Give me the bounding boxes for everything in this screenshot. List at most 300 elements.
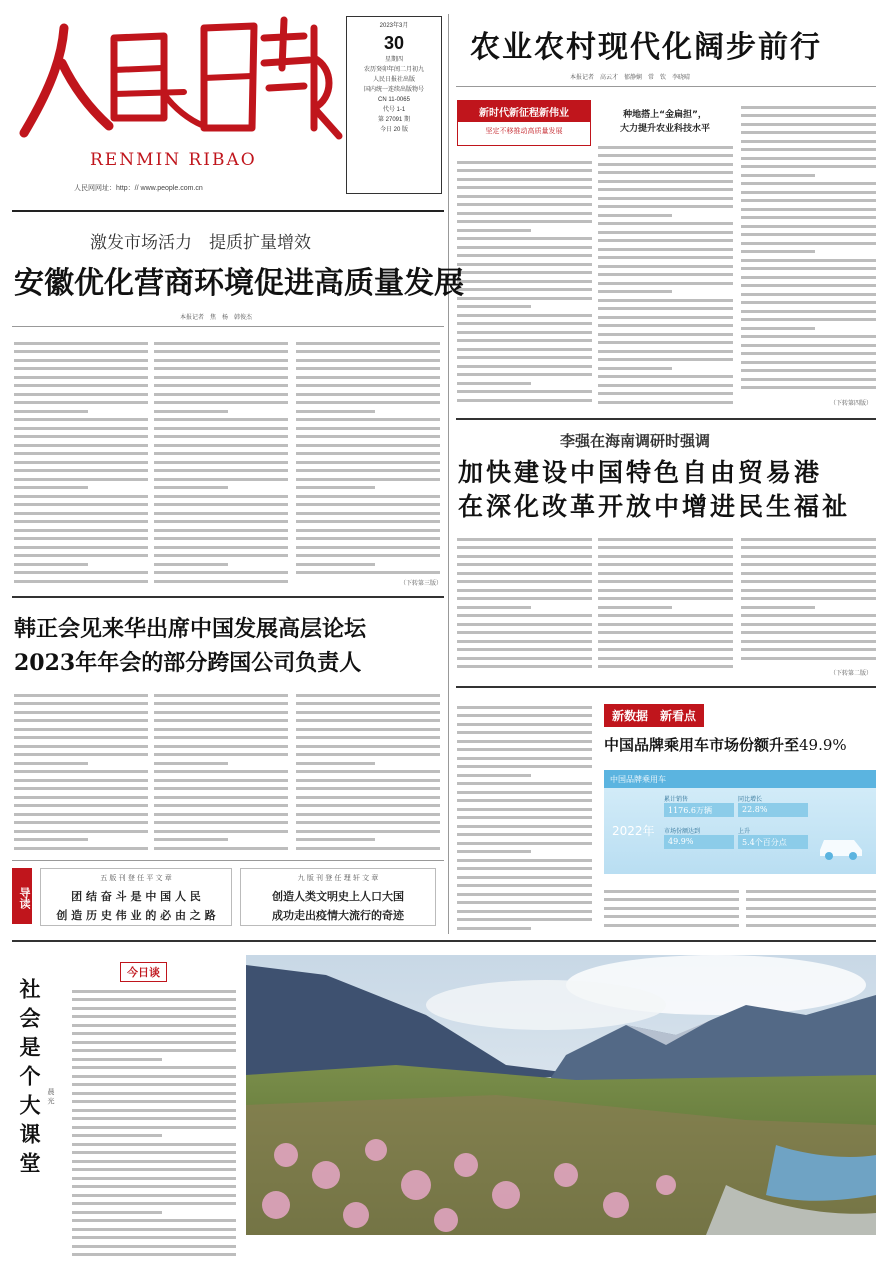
greeked-text-line (296, 779, 440, 782)
greeked-text-line (598, 563, 733, 566)
greeked-text-line (598, 606, 672, 609)
greeked-text-line (598, 555, 733, 558)
hainan-headline-line1: 加快建设中国特色自由贸易港 (458, 458, 823, 487)
greeked-text-line (14, 512, 148, 515)
greeked-text-line (598, 273, 733, 276)
greeked-text-line (154, 745, 288, 748)
greeked-text-line (457, 382, 531, 385)
agri-byline: 本报记者 高云才 郁静娴 常 钦 李晓晴 (570, 75, 691, 81)
greeked-text-line (72, 990, 236, 993)
greeked-text-line (154, 847, 288, 850)
greeked-text-line (14, 736, 148, 739)
greeked-text-line (296, 384, 440, 387)
greeked-text-line (598, 222, 733, 225)
greeked-text-line (746, 890, 876, 893)
greeked-text-line (457, 538, 592, 541)
greeked-text-line (14, 486, 88, 489)
greeked-text-line (14, 427, 148, 430)
greeked-text-line (457, 373, 592, 376)
greeked-text-line (154, 359, 288, 362)
greeked-text-line (72, 1194, 236, 1197)
main-text-col3 (296, 336, 440, 576)
main-text-col2 (154, 336, 288, 586)
greeked-text-line (598, 665, 733, 668)
date-office: 人民日报社出版 (372, 77, 415, 83)
data-text-col3 (746, 884, 876, 930)
greeked-text-line (296, 821, 440, 824)
greeked-text-line (296, 478, 440, 481)
greeked-text-line (741, 284, 876, 287)
greeked-text-line (154, 571, 288, 574)
greeked-text-line (296, 813, 440, 816)
greeked-text-line (72, 1092, 236, 1095)
main-byline: 本报记者 焦 杨 韩俊杰 (180, 315, 253, 321)
greeked-text-line (741, 318, 876, 321)
renmin-ribao-logo-icon (14, 8, 344, 148)
greeked-text-line (296, 342, 440, 345)
greeked-text-line (741, 538, 876, 541)
date-issue: 代号 1-1 (382, 107, 406, 113)
greeked-text-line (72, 1253, 236, 1256)
greeked-text-line (457, 580, 592, 583)
greeked-text-line (741, 563, 876, 566)
greeked-text-line (14, 444, 148, 447)
column-text (72, 984, 236, 1256)
greeked-text-line (154, 719, 288, 722)
greeked-text-line (457, 782, 592, 785)
greeked-text-line (72, 1219, 236, 1222)
greeked-text-line (741, 623, 876, 626)
greeked-text-line (154, 787, 288, 790)
guide-item2-line1: 创造人类文明史上人口大国 (272, 890, 404, 903)
greeked-text-line (14, 804, 148, 807)
greeked-text-line (14, 367, 148, 370)
greeked-text-line (154, 461, 288, 464)
greeked-text-line (296, 719, 440, 722)
greeked-text-line (154, 384, 288, 387)
greeked-text-line (457, 589, 592, 592)
hainan-kicker: 李强在海南调研时强调 (560, 432, 711, 450)
greeked-text-line (598, 657, 733, 660)
greeked-text-line (598, 589, 733, 592)
greeked-text-line (457, 774, 531, 777)
data-row2-label2: 上升 (738, 828, 751, 835)
greeked-text-line (598, 572, 733, 575)
greeked-text-line (296, 401, 440, 404)
hainan-text-col1 (457, 532, 592, 672)
greeked-text-line (457, 893, 592, 896)
greeked-text-line (741, 114, 876, 117)
greeked-text-line (598, 248, 733, 251)
guide-item1-line2: 创 造 历 史 伟 业 的 必 由 之 路 (56, 909, 216, 922)
greeked-text-line (457, 365, 592, 368)
greeked-text-line (72, 1160, 236, 1163)
date-day: 30 (383, 33, 405, 53)
greeked-text-line (296, 435, 440, 438)
greeked-text-line (457, 399, 592, 402)
greeked-text-line (598, 239, 733, 242)
greeked-text-line (296, 469, 440, 472)
han-headline-line1: 韩正会见来华出席中国发展高层论坛 (14, 616, 367, 642)
greeked-text-line (296, 711, 440, 714)
greeked-text-line (741, 208, 876, 211)
center-divider (448, 14, 449, 934)
greeked-text-line (154, 796, 288, 799)
greeked-text-line (604, 924, 739, 927)
hainan-more: （下转第二版） (830, 671, 873, 677)
greeked-text-line (296, 495, 440, 498)
guide-item1-kicker: 五 版 刊 登 任 平 文 章 (100, 874, 172, 882)
greeked-text-line (598, 197, 733, 200)
greeked-text-line (746, 924, 876, 927)
han-headline (14, 612, 366, 680)
greeked-text-line (72, 998, 236, 1001)
greeked-text-line (457, 731, 592, 734)
greeked-text-line (457, 322, 592, 325)
greeked-text-line (741, 148, 876, 151)
greeked-text-line (598, 205, 733, 208)
greeked-text-line (457, 356, 592, 359)
greeked-text-line (598, 282, 733, 285)
main-text-col1 (14, 336, 148, 586)
greeked-text-line (741, 631, 876, 634)
data-panel (604, 770, 876, 874)
greeked-text-line (598, 580, 733, 583)
greeked-text-line (457, 331, 592, 334)
greeked-text-line (296, 461, 440, 464)
guide-item-ren-ping[interactable] (40, 868, 232, 926)
greeked-text-line (72, 1058, 162, 1061)
greeked-text-line (14, 694, 148, 697)
greeked-text-line (741, 335, 876, 338)
greeked-text-line (457, 563, 592, 566)
series-badge-title: 新时代新征程新伟业 (458, 101, 590, 122)
greeked-text-line (741, 344, 876, 347)
greeked-text-line (296, 529, 440, 532)
greeked-text-line (154, 367, 288, 370)
date-pages: 今日 20 版 (379, 127, 408, 133)
greeked-text-line (457, 723, 592, 726)
greeked-text-line (72, 1177, 236, 1180)
greeked-text-line (14, 838, 88, 841)
greeked-text-line (296, 728, 440, 731)
greeked-text-line (457, 597, 592, 600)
greeked-text-line (14, 719, 148, 722)
greeked-text-line (457, 901, 592, 904)
greeked-text-line (296, 804, 440, 807)
greeked-text-line (14, 529, 148, 532)
greeked-text-line (14, 821, 148, 824)
greeked-text-line (14, 418, 148, 421)
greeked-text-line (154, 821, 288, 824)
greeked-text-line (14, 711, 148, 714)
greeked-text-line (154, 838, 228, 841)
greeked-text-line (72, 1143, 236, 1146)
greeked-text-line (598, 316, 733, 319)
greeked-text-line (457, 271, 592, 274)
greeked-text-line (741, 174, 815, 177)
greeked-text-line (154, 804, 288, 807)
greeked-text-line (457, 203, 592, 206)
greeked-text-line (14, 571, 148, 574)
greeked-text-line (154, 563, 228, 566)
greeked-text-line (457, 229, 531, 232)
greeked-text-line (72, 1015, 236, 1018)
data-row1-value1: 1176.6万辆 (664, 803, 734, 817)
greeked-text-line (741, 276, 876, 279)
greeked-text-line (72, 1185, 236, 1188)
greeked-text-line (296, 444, 440, 447)
greeked-text-line (296, 736, 440, 739)
greeked-text-line (154, 813, 288, 816)
greeked-text-line (741, 640, 876, 643)
greeked-text-line (457, 339, 592, 342)
main-more: （下转第三版） (400, 581, 443, 587)
greeked-text-line (154, 736, 288, 739)
greeked-text-line (14, 461, 148, 464)
guide-item-ren-lixuan[interactable] (240, 868, 436, 926)
greeked-text-line (154, 410, 228, 413)
greeked-text-line (598, 180, 733, 183)
greeked-text-line (598, 265, 733, 268)
greeked-text-line (14, 376, 148, 379)
greeked-text-line (296, 520, 440, 523)
agri-more: （下转第四版） (830, 401, 873, 407)
date-cn: CN 11-0065 (378, 97, 410, 103)
greeked-text-line (457, 927, 531, 930)
greeked-text-line (598, 290, 672, 293)
greeked-text-line (154, 711, 288, 714)
greeked-text-line (741, 106, 876, 109)
greeked-text-line (457, 555, 592, 558)
greeked-text-line (72, 1236, 236, 1239)
masthead-pinyin: RENMIN RIBAO (90, 150, 257, 170)
greeked-text-line (296, 787, 440, 790)
greeked-text-line (741, 165, 876, 168)
greeked-text-line (14, 537, 148, 540)
greeked-text-line (154, 728, 288, 731)
greeked-text-line (72, 1202, 236, 1205)
greeked-text-line (741, 250, 815, 253)
greeked-text-line (741, 657, 876, 660)
greeked-text-line (598, 163, 733, 166)
greeked-text-line (457, 876, 592, 879)
data-headline-value: 49.9% (799, 736, 847, 754)
greeked-text-line (72, 1228, 236, 1231)
greeked-text-line (741, 352, 876, 355)
hainan-headline-line2: 在深化改革开放中增进民生福祉 (458, 492, 851, 521)
greeked-text-line (154, 469, 288, 472)
greeked-text-line (746, 907, 876, 910)
greeked-text-line (598, 231, 733, 234)
greeked-text-line (72, 1032, 236, 1035)
greeked-text-line (154, 427, 288, 430)
greeked-text-line (14, 478, 148, 481)
greeked-text-line (14, 503, 148, 506)
greeked-text-line (296, 554, 440, 557)
guide-tag: 导读 (12, 868, 32, 924)
greeked-text-line (296, 427, 440, 430)
greeked-text-line (457, 842, 592, 845)
greeked-text-line (598, 214, 672, 217)
data-row1-value2: 22.8% (738, 803, 808, 817)
greeked-text-line (598, 640, 733, 643)
greeked-text-line (296, 745, 440, 748)
greeked-text-line (154, 418, 288, 421)
greeked-text-line (14, 580, 148, 583)
greeked-text-line (296, 770, 440, 773)
date-weekday: 星期四 (384, 57, 403, 63)
greeked-text-line (296, 393, 440, 396)
greeked-text-line (741, 233, 876, 236)
greeked-text-line (746, 915, 876, 918)
column-title: 社会是个大课堂 (17, 978, 42, 1181)
greeked-text-line (296, 359, 440, 362)
guide-item1-line1: 团 结 奋 斗 是 中 国 人 民 (71, 890, 201, 903)
greeked-text-line (598, 307, 733, 310)
greeked-text-line (457, 714, 592, 717)
greeked-text-line (296, 418, 440, 421)
greeked-text-line (154, 444, 288, 447)
column-tag: 今日谈 (120, 962, 167, 982)
greeked-text-line (457, 850, 531, 853)
greeked-text-line (14, 753, 148, 756)
greeked-text-line (598, 154, 733, 157)
greeked-text-line (72, 1041, 236, 1044)
greeked-text-line (296, 753, 440, 756)
greeked-text-line (457, 640, 592, 643)
greeked-text-line (154, 342, 288, 345)
agri-subhead-line1: 种地搭上“金扁担”， (623, 110, 707, 120)
guide-item2-line2: 成功走出疫情大流行的奇迹 (272, 909, 404, 922)
main-kicker: 激发市场活力 提质扩量增效 (90, 233, 311, 253)
greeked-text-line (14, 435, 148, 438)
greeked-text-line (457, 765, 592, 768)
greeked-text-line (14, 745, 148, 748)
greeked-text-line (154, 702, 288, 705)
greeked-text-line (72, 1083, 236, 1086)
data-text-col1 (457, 700, 592, 930)
greeked-text-line (741, 369, 876, 372)
greeked-text-line (296, 503, 440, 506)
greeked-text-line (154, 830, 288, 833)
date-serial: 第 27091 期 (377, 117, 411, 123)
greeked-text-line (72, 1168, 236, 1171)
greeked-text-line (457, 546, 592, 549)
hainan-headline (458, 456, 850, 524)
greeked-text-line (598, 367, 672, 370)
greeked-text-line (457, 706, 592, 709)
greeked-text-line (296, 838, 375, 841)
greeked-text-line (154, 495, 288, 498)
greeked-text-line (296, 546, 440, 549)
greeked-text-line (296, 350, 440, 353)
data-headline (604, 734, 847, 755)
greeked-text-line (598, 597, 733, 600)
greeked-text-line (457, 314, 592, 317)
greeked-text-line (296, 376, 440, 379)
greeked-text-line (14, 787, 148, 790)
greeked-text-line (14, 342, 148, 345)
car-icon (816, 830, 866, 860)
greeked-text-line (457, 918, 592, 921)
greeked-text-line (296, 452, 440, 455)
greeked-text-line (154, 350, 288, 353)
greeked-text-line (457, 867, 592, 870)
greeked-text-line (154, 529, 288, 532)
greeked-text-line (741, 589, 876, 592)
agri-headline: 农业农村现代化阔步前行 (470, 30, 822, 65)
greeked-text-line (457, 791, 592, 794)
date-code: 国内统一连续出版物号 (363, 87, 424, 93)
greeked-text-line (741, 216, 876, 219)
greeked-text-line (72, 1066, 236, 1069)
greeked-text-line (598, 623, 733, 626)
greeked-text-line (154, 762, 228, 765)
greeked-text-line (457, 884, 592, 887)
greeked-text-line (741, 301, 876, 304)
greeked-text-line (741, 267, 876, 270)
greeked-text-line (154, 554, 288, 557)
agri-subhead (600, 108, 730, 136)
greeked-text-line (457, 833, 592, 836)
greeked-text-line (72, 1100, 236, 1103)
date-month: 2023年3月 (379, 23, 409, 29)
greeked-text-line (296, 762, 375, 765)
greeked-text-line (457, 169, 592, 172)
greeked-text-line (741, 140, 876, 143)
greeked-text-line (457, 186, 592, 189)
greeked-text-line (14, 350, 148, 353)
greeked-text-line (14, 393, 148, 396)
date-box (346, 16, 442, 194)
hainan-top-rule (456, 418, 876, 420)
greeked-text-line (154, 435, 288, 438)
data-text-col2 (604, 884, 739, 930)
tibet-landscape-photo (246, 955, 876, 1235)
greeked-text-line (457, 748, 592, 751)
greeked-text-line (72, 1134, 162, 1137)
greeked-text-line (741, 131, 876, 134)
han-text-col2 (154, 688, 288, 850)
greeked-text-line (14, 702, 148, 705)
greeked-text-line (598, 401, 733, 404)
greeked-text-line (457, 740, 592, 743)
greeked-text-line (14, 410, 88, 413)
data-row1-label2: 同比增长 (738, 796, 763, 803)
agri-text-col3 (741, 100, 876, 395)
greeked-text-line (741, 259, 876, 262)
greeked-text-line (741, 157, 876, 160)
greeked-text-line (741, 361, 876, 364)
greeked-text-line (457, 657, 592, 660)
greeked-text-line (296, 410, 375, 413)
greeked-text-line (154, 401, 288, 404)
greeked-text-line (741, 386, 876, 389)
greeked-text-line (72, 1075, 236, 1078)
greeked-text-line (457, 305, 531, 308)
agri-text-col1 (457, 155, 592, 405)
greeked-text-line (741, 182, 876, 185)
greeked-text-line (154, 779, 288, 782)
greeked-text-line (741, 572, 876, 575)
greeked-text-line (598, 614, 733, 617)
greeked-text-line (457, 614, 592, 617)
greeked-text-line (598, 299, 733, 302)
greeked-text-line (154, 376, 288, 379)
greeked-text-line (457, 288, 592, 291)
greeked-text-line (598, 350, 733, 353)
